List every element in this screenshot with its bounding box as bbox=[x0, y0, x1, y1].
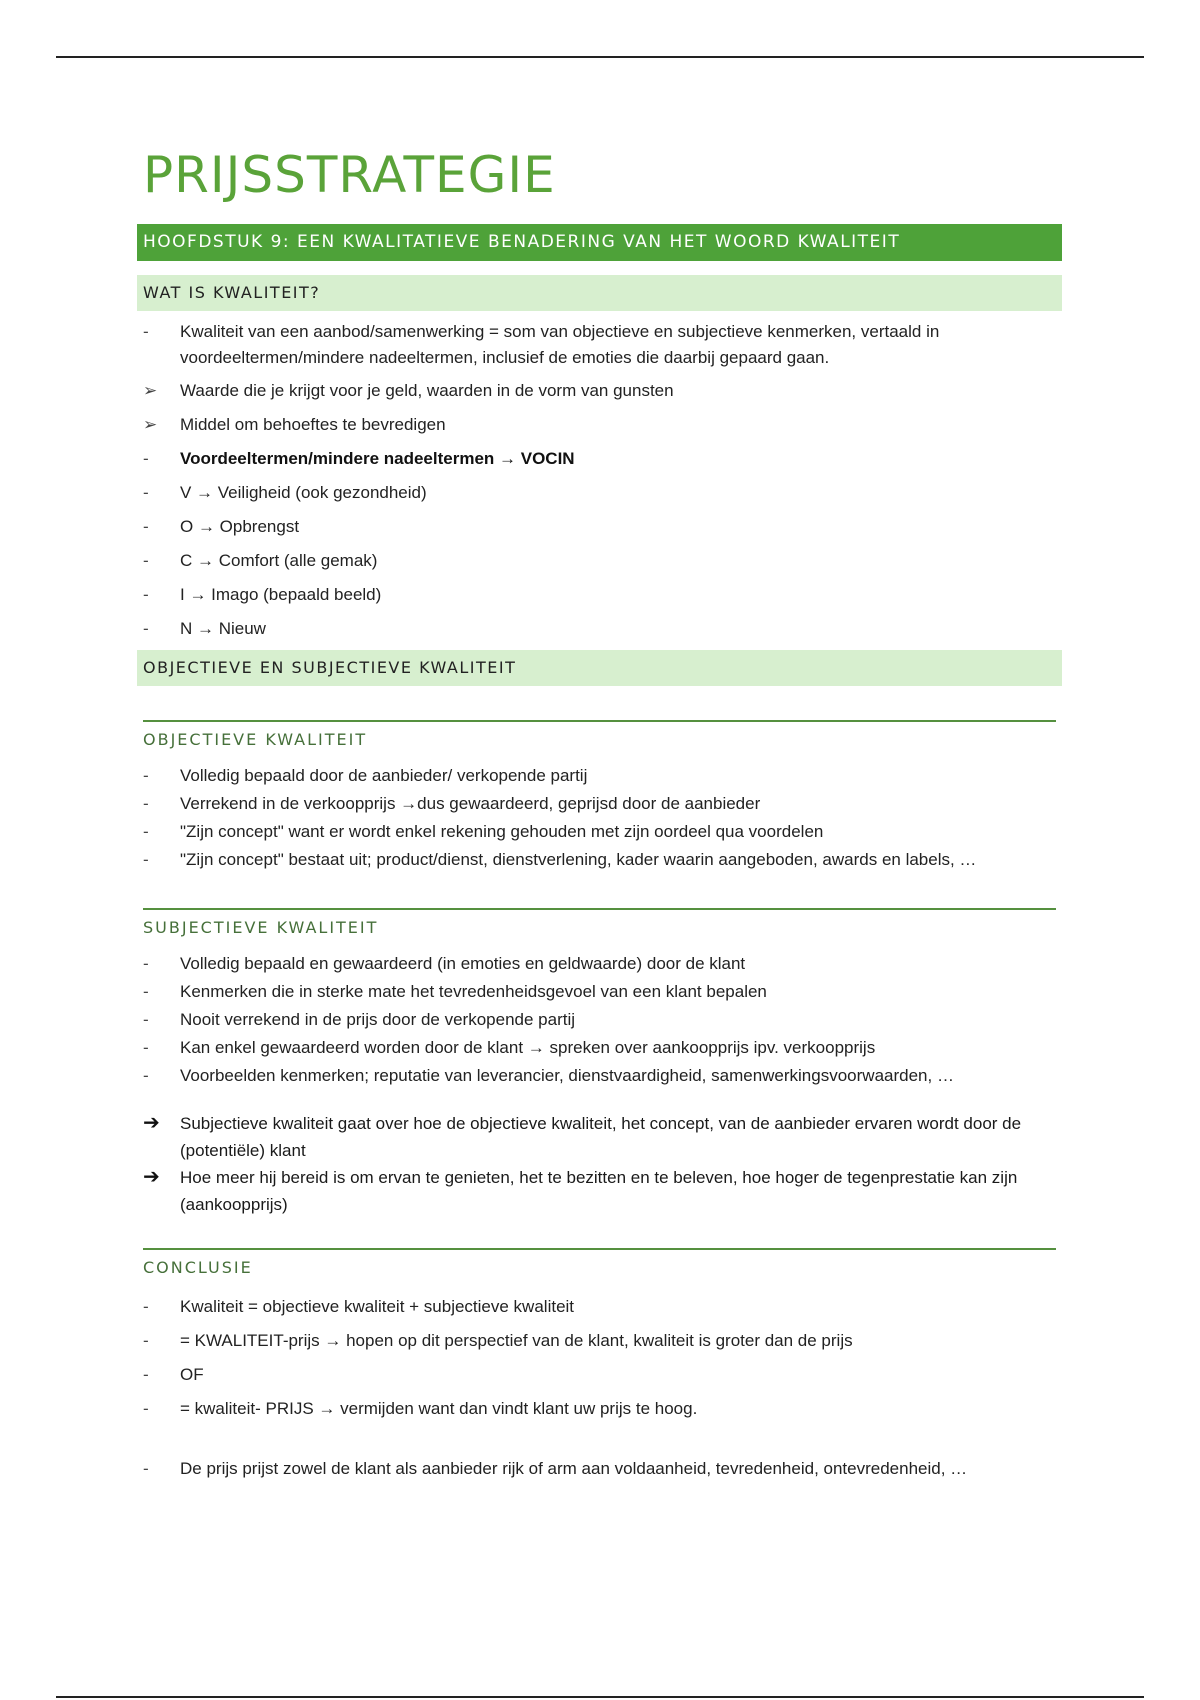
dash-bullet: - bbox=[143, 1459, 149, 1478]
list-item: - Nooit verrekend in de prijs door de verkopende partij bbox=[137, 1006, 1062, 1034]
list-item: - De prijs prijst zowel de klant als aanbieder rijk of arm aan voldaanheid, tevredenheid, ontevredenheid, … bbox=[137, 1452, 1062, 1486]
dash-bullet: - bbox=[143, 449, 149, 468]
list-item: - Kenmerken die in sterke mate het tevredenheidsgevoel van een klant bepalen bbox=[137, 978, 1062, 1006]
dash-bullet: - bbox=[143, 822, 149, 841]
list-item: - Voorbeelden kenmerken; reputatie van leverancier, dienstvaardigheid, samenwerkingsvoorwaarden, … bbox=[137, 1062, 1062, 1090]
kwaliteit-list bbox=[137, 319, 1062, 642]
subheading-conclusie: CONCLUSIE bbox=[143, 1248, 1056, 1288]
list-item: ➢ Waarde die je krijgt voor je geld, waarden in de vorm van gunsten bbox=[137, 378, 1062, 404]
list-item: - "Zijn concept" bestaat uit; product/dienst, dienstverlening, kader waarin aangeboden, awards en labels, … bbox=[137, 846, 1062, 874]
dash-bullet: - bbox=[143, 1399, 149, 1418]
arrow-item: ➔ Subjectieve kwaliteit gaat over hoe de objectieve kwaliteit, het concept, van de aanbieder ervaren wordt door de (potentiële) klant bbox=[143, 1112, 1022, 1160]
list-item: - O → Opbrengst bbox=[137, 514, 1062, 540]
dash-bullet: - bbox=[143, 551, 149, 570]
list-item: - = KWALITEIT-prijs → hopen op dit perspectief van de klant, kwaliteit is groter dan de prijs bbox=[137, 1324, 1062, 1358]
document-body bbox=[137, 140, 1062, 1486]
list-item: - N → Nieuw bbox=[137, 616, 1062, 642]
dash-bullet: - bbox=[143, 1297, 149, 1316]
dash-bullet: - bbox=[143, 954, 149, 973]
list-item: - I → Imago (bepaald beeld) bbox=[137, 582, 1062, 608]
subjectieve-conclusions bbox=[137, 1110, 1062, 1218]
page-top-rule bbox=[56, 56, 1144, 58]
dash-bullet: - bbox=[143, 982, 149, 1001]
dash-bullet: - bbox=[143, 1038, 149, 1057]
list-item: - Volledig bepaald en gewaardeerd (in emoties en geldwaarde) door de klant bbox=[137, 950, 1062, 978]
list-item: - Kwaliteit = objectieve kwaliteit + subjectieve kwaliteit bbox=[137, 1290, 1062, 1324]
dash-bullet: - bbox=[143, 1365, 149, 1384]
objectieve-kwaliteit-list bbox=[137, 762, 1062, 874]
arrow-right-icon: ➔ bbox=[143, 1112, 160, 1134]
dash-bullet: - bbox=[143, 585, 149, 604]
list-item: - OF bbox=[137, 1358, 1062, 1392]
dash-bullet: - bbox=[143, 766, 149, 785]
subjectieve-kwaliteit-list bbox=[137, 950, 1062, 1090]
dash-bullet: - bbox=[143, 619, 149, 638]
dash-bullet: - bbox=[143, 794, 149, 813]
subheading-objectieve-kwaliteit: OBJECTIEVE KWALITEIT bbox=[143, 720, 1056, 760]
arrow-right-icon: ➔ bbox=[143, 1166, 160, 1188]
arrow-item: ➔ Hoe meer hij bereid is om ervan te genieten, het te bezitten en te beleven, hoe hoger de tegenprestatie kan zijn (aankoopprijs) bbox=[143, 1166, 1018, 1214]
list-item: - Kan enkel gewaardeerd worden door de klant → spreken over aankoopprijs ipv. verkoopprijs bbox=[137, 1034, 1062, 1062]
chevron-bullet-icon: ➢ bbox=[143, 415, 158, 434]
section-heading-wat-is-kwaliteit: WAT IS KWALITEIT? bbox=[137, 275, 1062, 311]
dash-bullet: - bbox=[143, 517, 149, 536]
list-item: - Voordeeltermen/mindere nadeeltermen → VOCIN bbox=[137, 446, 1062, 472]
section-heading-objectieve-subjectieve: OBJECTIEVE EN SUBJECTIEVE KWALITEIT bbox=[137, 650, 1062, 686]
list-item: - = kwaliteit- PRIJS → vermijden want dan vindt klant uw prijs te hoog. bbox=[137, 1392, 1062, 1426]
list-item: - C → Comfort (alle gemak) bbox=[137, 548, 1062, 574]
subheading-subjectieve-kwaliteit: SUBJECTIEVE KWALITEIT bbox=[143, 908, 1056, 948]
chevron-bullet-icon: ➢ bbox=[143, 381, 158, 400]
chapter-heading: HOOFDSTUK 9: EEN KWALITATIEVE BENADERING VAN HET WOORD KWALITEIT bbox=[137, 224, 1062, 261]
conclusie-list bbox=[137, 1290, 1062, 1486]
page-bottom-rule bbox=[56, 1696, 1144, 1698]
document-title: PRIJSSTRATEGIE bbox=[143, 146, 556, 204]
list-item: - Volledig bepaald door de aanbieder/ verkopende partij bbox=[137, 762, 1062, 790]
list-item: - "Zijn concept" want er wordt enkel rekening gehouden met zijn oordeel qua voordelen bbox=[137, 818, 1062, 846]
dash-bullet: - bbox=[143, 1066, 149, 1085]
dash-bullet: - bbox=[143, 1010, 149, 1029]
list-item: - V → Veiligheid (ook gezondheid) bbox=[137, 480, 1062, 506]
dash-bullet: - bbox=[143, 322, 149, 341]
list-item: - Kwaliteit van een aanbod/samenwerking = som van objectieve en subjectieve kenmerken, vertaald in voordeeltermen/mindere nadeeltermen, inclusief de emoties die daarbij gepaard gaan. bbox=[137, 319, 1062, 371]
dash-bullet: - bbox=[143, 1331, 149, 1350]
list-item: - Verrekend in de verkoopprijs →dus gewaardeerd, geprijsd door de aanbieder bbox=[137, 790, 1062, 818]
dash-bullet: - bbox=[143, 850, 149, 869]
list-item: ➢ Middel om behoeftes te bevredigen bbox=[137, 412, 1062, 438]
dash-bullet: - bbox=[143, 483, 149, 502]
